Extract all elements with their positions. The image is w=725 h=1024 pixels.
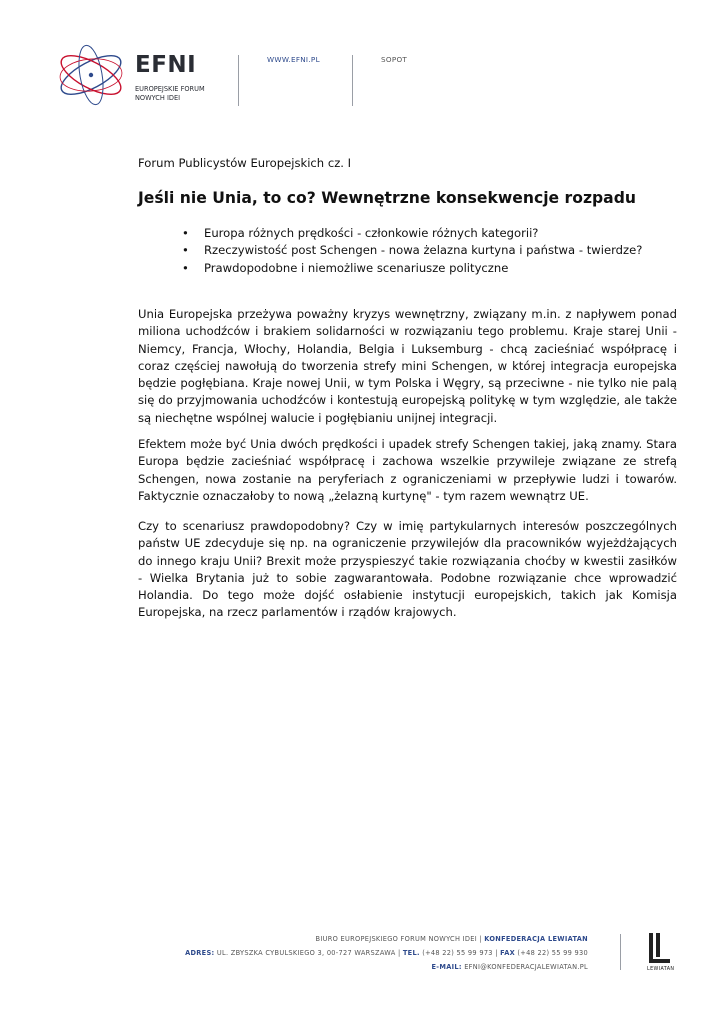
footer-address: UL. ZBYSZKA CYBULSKIEGO 3, 00-727 WARSZAWA	[216, 949, 396, 957]
logo-title: EFNI	[135, 52, 197, 78]
bullet-text: Europa różnych prędkości - członkowie różnych kategorii?	[204, 226, 539, 240]
footer-fax-label: FAX	[500, 949, 515, 957]
footer-office: BIURO EUROPEJSKIEGO FORUM NOWYCH IDEI	[315, 935, 477, 943]
footer-email-label: E-MAIL:	[431, 963, 462, 971]
bullet-icon: •	[182, 226, 189, 240]
footer-divider	[620, 934, 621, 970]
header-website-link[interactable]: WWW.EFNI.PL	[267, 55, 320, 64]
lewiatan-logo-text: LEWIATAN	[647, 967, 675, 972]
bullet-icon: •	[182, 260, 189, 275]
footer-tel-label: TEL.	[402, 949, 420, 957]
footer-email-link[interactable]: EFNI@KONFEDERACJALEWIATAN.PL	[464, 963, 588, 971]
footer-address-label: ADRES:	[185, 949, 215, 957]
series-title: Forum Publicystów Europejskich cz. I	[138, 156, 352, 170]
header-divider	[352, 55, 353, 106]
footer-office-line: BIURO EUROPEJSKIEGO FORUM NOWYCH IDEI | KONFEDERACJA LEWIATAN	[315, 935, 588, 943]
bullet-item	[182, 225, 642, 242]
bullet-text: Prawdopodobne i niemożliwe scenariusze polityczne	[204, 260, 509, 275]
bullet-item	[182, 242, 642, 259]
bullet-item	[182, 260, 642, 277]
header-city: SOPOT	[381, 55, 408, 64]
header-divider	[238, 55, 239, 106]
paragraph: Unia Europejska przeżywa poważny kryzys wewnętrzny, związany m.in. z napływem ponad miliona uchodźców i brakiem solidarności w rozwiązaniu tego problemu. Kraje starej Unii - Niemcy, Francja, Włochy, Holandia, Belgia i Luksemburg - chcą zacieśniać współpracę i coraz częściej nawołują do tworzenia strefy mini Schengen, w której integracja europejska będzie pogłębiana. Kraje nowej Unii, w tym Polska i Węgry, są przeciwne - nie tylko nie palą się do przyjmowania uchodźców i kontestują europejską politykę w tym względzie, ale także są niechętne wspólnej walucie i pogłębianiu unijnej integracji.	[138, 307, 677, 425]
paragraph: Efektem może być Unia dwóch prędkości i upadek strefy Schengen takiej, jaką znamy. Stara Europa będzie zacieśniać współpracę i zachowa wszelkie przywileje związane ze strefą Schengen, nowa zostanie na peryferiach z ograniczeniami w przepływie ludzi i towarów. Faktycznie oznaczałoby to nową „żelazną kurtynę" - tym razem wewnątrz UE.	[138, 437, 677, 503]
lewiatan-logo-icon	[646, 933, 672, 965]
footer-address-line: ADRES: UL. ZBYSZKA CYBULSKIEGO 3, 00-727 WARSZAWA | TEL. (+48 22) 55 99 973 | FAX (+48 22) 55 99 930	[185, 949, 588, 957]
logo-subtitle: EUROPEJSKIE FORUM NOWYCH IDEI	[135, 85, 205, 102]
bullet-list	[182, 225, 642, 277]
footer-email-line	[432, 963, 589, 971]
paragraph: Czy to scenariusz prawdopodobny? Czy w imię partykularnych interesów poszczególnych państw UE zdecyduje się np. na ograniczenie przywilejów dla pracowników wyjeżdżających do innego kraju Unii? Brexit może przyspieszyć takie rozwiązania choćby w kwestii zasiłków - Wielka Brytania już to sobie zagwarantowała. Podobne rozwiązanie chce wprowadzić Holandia. Do tego może dojść osłabienie instytucji europejskich, takich jak Komisja Europejska, na rzecz parlamentów i rządów krajowych.	[138, 519, 677, 620]
footer-fax: (+48 22) 55 99 930	[517, 949, 588, 957]
article-headline: Jeśli nie Unia, to co? Wewnętrzne konsekwencje rozpadu	[138, 189, 636, 207]
efni-logo-icon	[52, 42, 130, 108]
bullet-icon: •	[182, 243, 189, 258]
footer-tel: (+48 22) 55 99 973	[422, 949, 493, 957]
footer-org: KONFEDERACJA LEWIATAN	[484, 935, 588, 943]
bullet-text: Rzeczywistość post Schengen - nowa żelazna kurtyna i państwa - twierdze?	[204, 243, 643, 258]
